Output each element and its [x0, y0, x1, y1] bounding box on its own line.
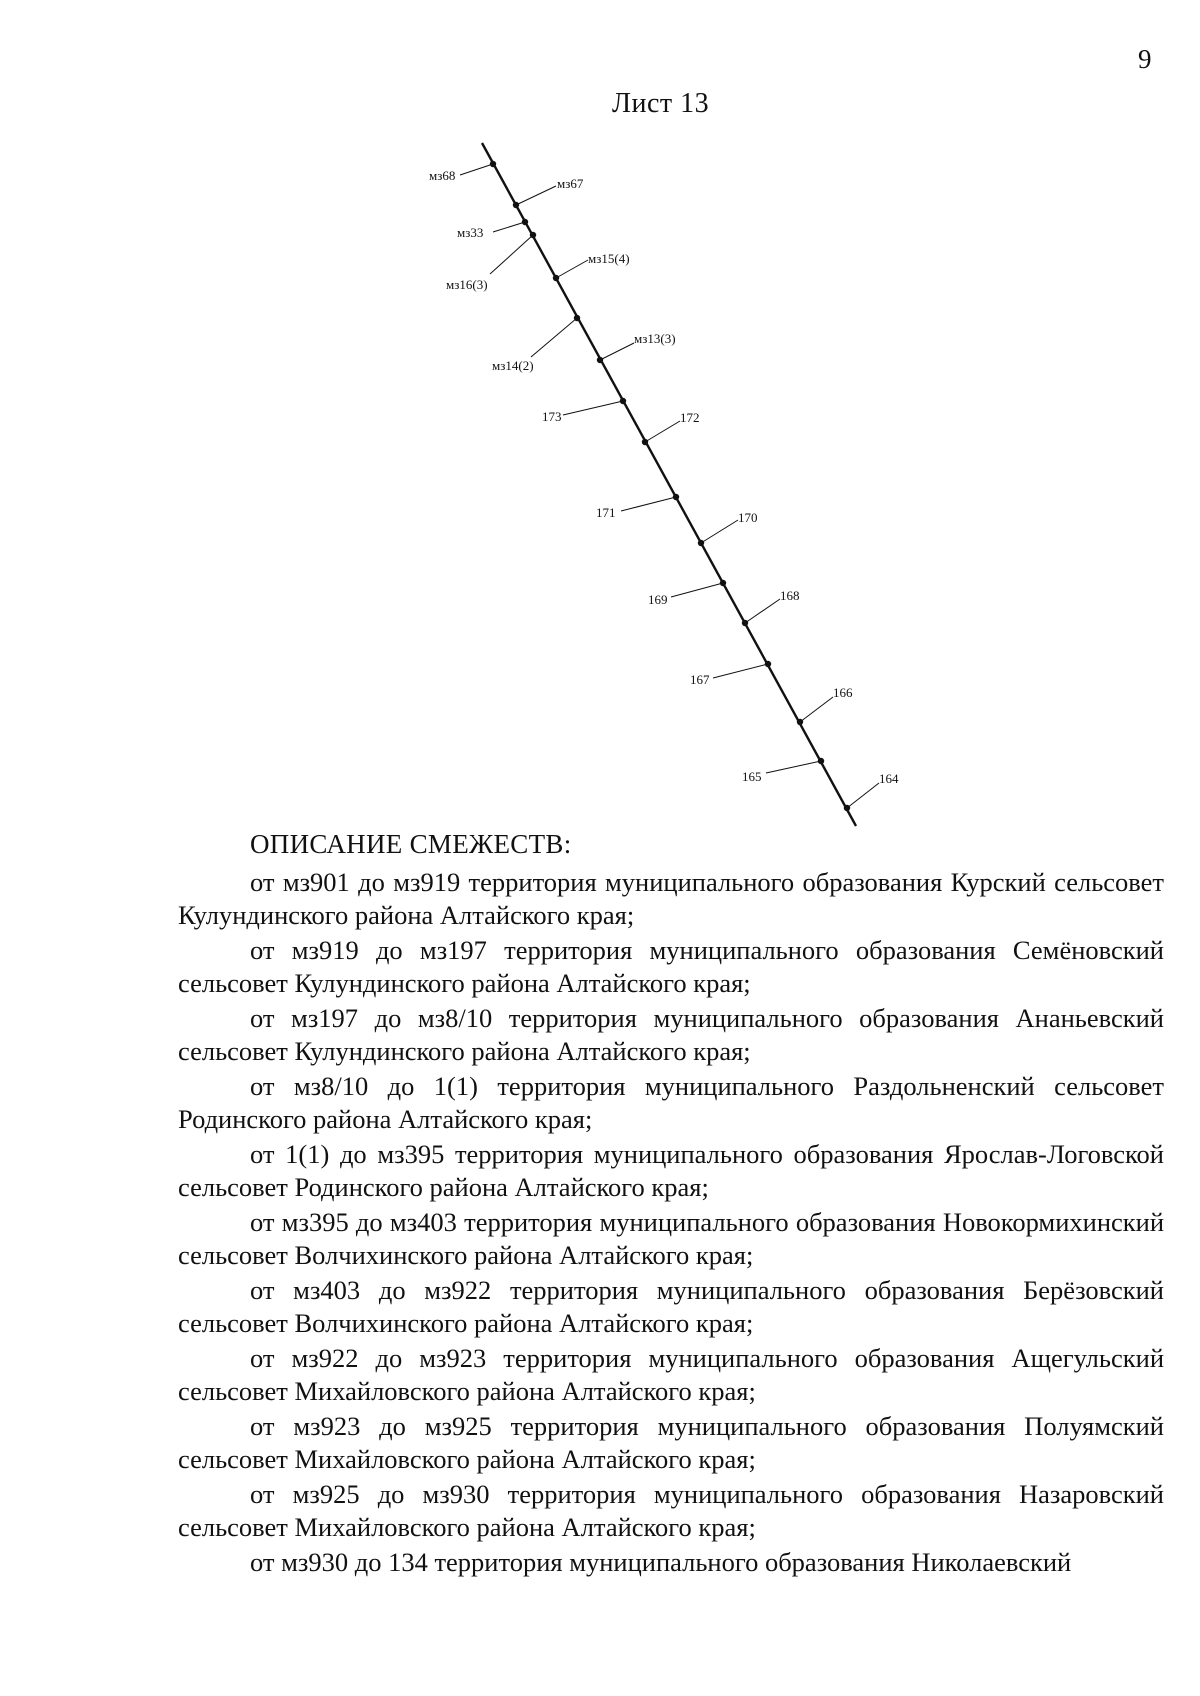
adjacency-description: [178, 826, 1164, 1581]
adjacency-paragraph: от мз925 до мз930 территория муниципального образования Назаровский сельсовет Михайловского района Алтайского края;: [178, 1479, 1164, 1542]
adjacency-paragraph: от мз919 до мз197 территория муниципального образования Семёновский сельсовет Кулундинского района Алтайского края;: [178, 935, 1164, 998]
adjacency-paragraph: от мз8/10 до 1(1) территория муниципального Раздольненский сельсовет Родинского района Алтайского края;: [178, 1071, 1164, 1134]
boundary-point: [642, 410, 700, 445]
boundary-point: [446, 232, 536, 292]
point-label: 165: [742, 769, 762, 784]
boundary-point: [844, 771, 899, 811]
point-label: мз14(2): [492, 358, 534, 373]
point-label: 171: [596, 505, 616, 520]
point-label: 173: [542, 409, 562, 424]
point-label: мз67: [557, 176, 584, 191]
adjacency-paragraph: от мз403 до мз922 территория муниципального образования Берёзовский сельсовет Волчихинского района Алтайского края;: [178, 1275, 1164, 1338]
boundary-point: [596, 494, 679, 520]
point-label: 169: [648, 592, 668, 607]
point-label: мз13(3): [634, 331, 676, 346]
page-number: 9: [1138, 44, 1152, 74]
adjacency-paragraph: от мз923 до мз925 территория муниципального образования Полуямский сельсовет Михайловского района Алтайского края;: [178, 1411, 1164, 1474]
point-label: 170: [738, 510, 758, 525]
boundary-point: [742, 758, 824, 784]
adjacency-paragraph: от мз930 до 134 территория муниципального образования Николаевский: [250, 1547, 1072, 1577]
point-label: 166: [833, 685, 853, 700]
adjacency-paragraph: от мз197 до мз8/10 территория муниципального образования Ананьевский сельсовет Кулундинского района Алтайского края;: [178, 1003, 1164, 1066]
boundary-point: [457, 219, 528, 240]
point-label: 172: [680, 410, 700, 425]
boundary-point: [597, 331, 676, 363]
point-label: мз33: [457, 225, 484, 240]
boundary-point: [742, 588, 800, 626]
boundary-point: [797, 685, 853, 725]
boundary-point: [492, 315, 580, 373]
adjacency-paragraph: от мз901 до мз919 территория муниципального образования Курский сельсовет Кулундинского района Алтайского края;: [178, 867, 1164, 930]
adjacency-heading: ОПИСАНИЕ СМЕЖЕСТВ:: [250, 829, 572, 859]
boundary-scheme: [0, 0, 1200, 840]
point-label: 168: [780, 588, 800, 603]
boundary-point: [690, 661, 771, 687]
boundary-point: [698, 510, 758, 546]
point-label: 167: [690, 672, 710, 687]
adjacency-paragraph: от мз395 до мз403 территория муниципального образования Новокормихинский сельсовет Волчихинского района Алтайского края;: [178, 1207, 1164, 1270]
point-label: мз68: [429, 168, 456, 183]
boundary-point: [648, 580, 726, 607]
sheet-title: Лист 13: [612, 88, 710, 119]
boundary-point: [542, 398, 626, 424]
point-label: 164: [879, 771, 899, 786]
boundary-point: [429, 161, 496, 183]
point-label: мз16(3): [446, 277, 488, 292]
boundary-point: [553, 251, 630, 281]
adjacency-paragraph: от 1(1) до мз395 территория муниципального образования Ярослав-Логовской сельсовет Родинского района Алтайского края;: [178, 1139, 1164, 1202]
point-label: мз15(4): [588, 251, 630, 266]
boundary-point: [513, 176, 584, 208]
adjacency-paragraph: от мз922 до мз923 территория муниципального образования Ащегульский сельсовет Михайловского района Алтайского края;: [178, 1343, 1164, 1406]
